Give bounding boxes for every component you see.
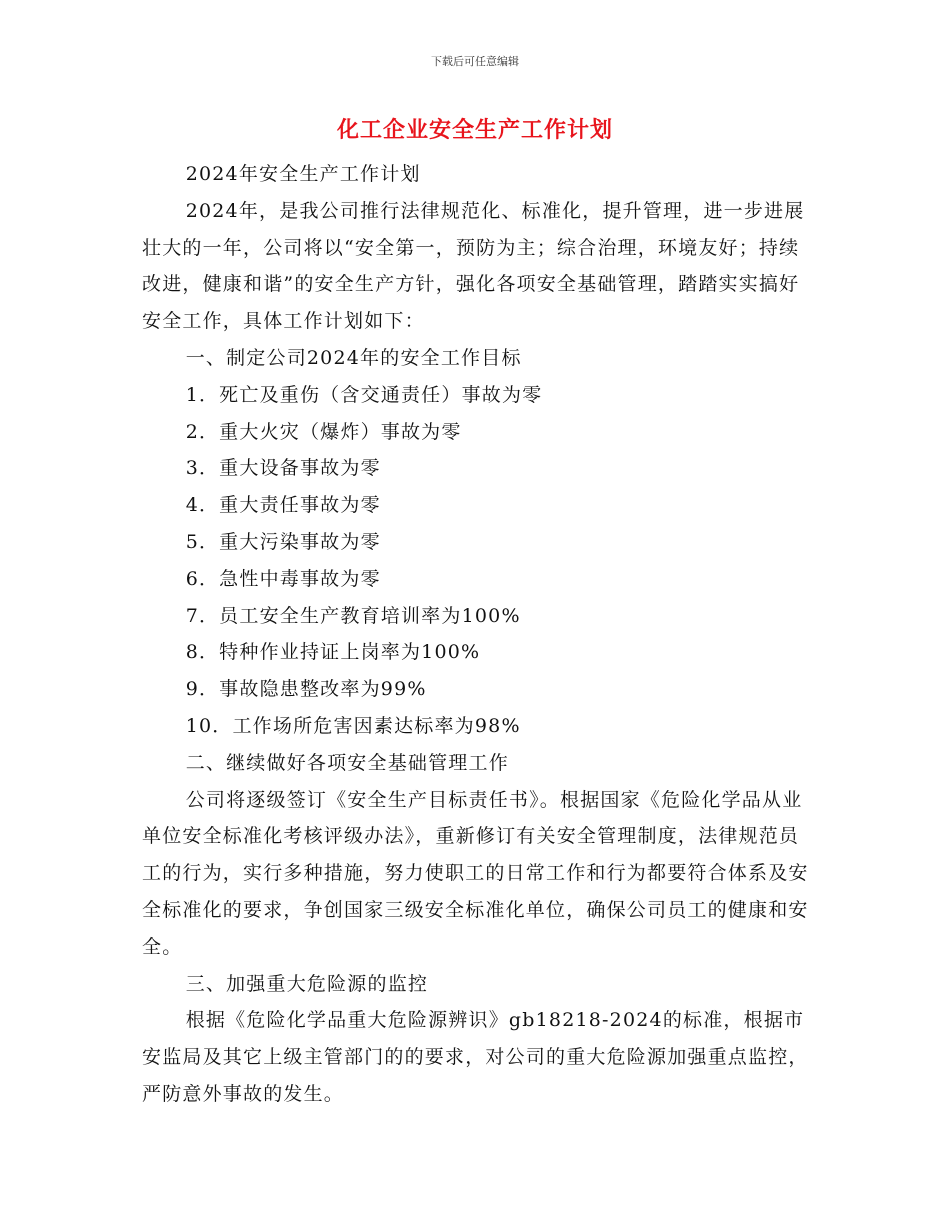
goal-item-8: 8．特种作业持证上岗率为100% bbox=[185, 641, 481, 664]
goal-item-4: 4．重大责任事故为零 bbox=[185, 494, 381, 517]
goal-item-9: 9．事故隐患整改率为99% bbox=[185, 678, 427, 701]
section-heading-1: 一、制定公司2024年的安全工作目标 bbox=[185, 346, 522, 369]
intro-paragraph: 2024年，是我公司推行法律规范化、标准化，提升管理，进一步进展壮大的一年，公司将以“安全第一，预防为主；综合治理，环境友好；持续改进，健康和谐”的安全生产方针，强化各项安全基础管理，踏踏实实搞好安全工作，具体工作计划如下： bbox=[142, 199, 805, 333]
goal-item-5: 5．重大污染事故为零 bbox=[185, 530, 381, 553]
section-heading-2: 二、继续做好各项安全基础管理工作 bbox=[185, 751, 509, 774]
goal-item-2: 2．重大火灾（爆炸）事故为零 bbox=[185, 420, 462, 443]
document-title: 化工企业安全生产工作计划 bbox=[336, 117, 613, 143]
subtitle-paragraph: 2024年安全生产工作计划 bbox=[185, 163, 421, 185]
header-note: 下载后可任意编辑 bbox=[431, 55, 519, 68]
section-3-paragraph: 根据《危险化学品重大危险源辨识》gb18218-2024的标准，根据市安监局及其它上级主管部门的的要求，对公司的重大危险源加强重点监控，严防意外事故的发生。 bbox=[142, 1009, 809, 1105]
document-body bbox=[142, 156, 810, 1113]
goal-item-7: 7．员工安全生产教育培训率为100% bbox=[185, 604, 521, 627]
goal-item-1: 1．死亡及重伤（含交通责任）事故为零 bbox=[185, 383, 543, 406]
goal-item-6: 6．急性中毒事故为零 bbox=[185, 567, 381, 590]
goal-item-3: 3．重大设备事故为零 bbox=[185, 457, 381, 480]
section-2-paragraph: 公司将逐级签订《安全生产目标责任书》。根据国家《危险化学品从业单位安全标准化考核评级办法》，重新修订有关安全管理制度，法律规范员工的行为，实行多种措施，努力使职工的日常工作和行为都要符合体系及安全标准化的要求，争创国家三级安全标准化单位，确保公司员工的健康和安全。 bbox=[142, 788, 809, 958]
section-heading-3: 三、加强重大危险源的监控 bbox=[185, 972, 429, 995]
goal-item-10: 10．工作场所危害因素达标率为98% bbox=[185, 714, 521, 737]
